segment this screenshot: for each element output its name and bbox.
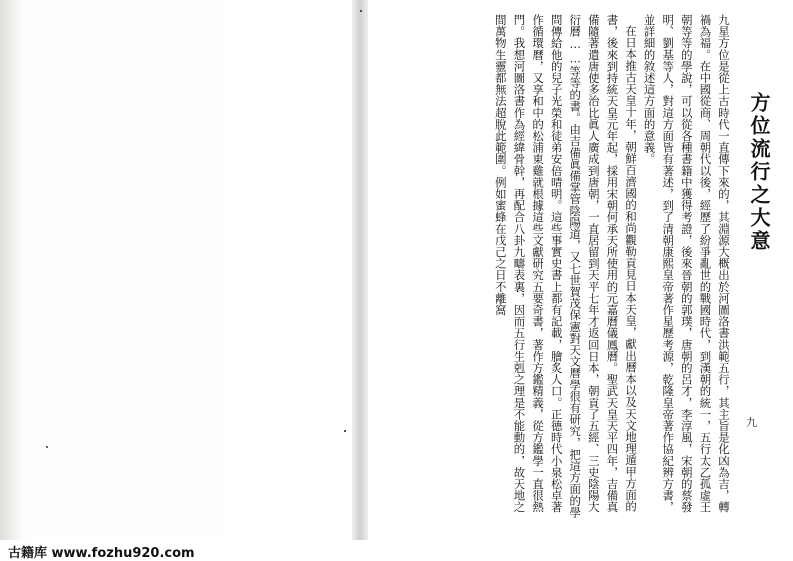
vertical-text-block	[376, 14, 771, 524]
chapter-title: 方位流行之大意	[747, 92, 771, 253]
site-watermark: 古籍库 www.fozhu920.com	[8, 546, 195, 561]
page-edge-shadow	[0, 0, 22, 540]
left-blank-page	[0, 0, 355, 540]
ink-speck	[344, 430, 346, 432]
paragraph-1: 九星方位是從上古時代一直傳下來的，其淵源大概出於河圖洛書洪範五行，其主旨是化凶為吉，轉禍為福。在中國從商、周朝代以後，經歷了紛爭亂世的戰國時代，到漢朝的統一，五行太乙孤虛王朝等等的學說，可以從各種書籍中獲得考證，後來晉朝的郭璞，唐朝的呂才，李淳風，宋朝的蔡發明、劉基等人，對這方面皆有著述，到了清朝康熙皇帝著作星歷考源，乾隆皇帝著作協紀辨方書，並詳細的敘述這方面的意義。	[642, 14, 731, 513]
right-text-page	[368, 0, 793, 540]
page-number: 九	[746, 416, 757, 429]
ink-speck	[360, 10, 362, 12]
book-gutter	[352, 0, 368, 540]
paragraph-2: 在日本推古天皇十年，朝鮮百濟國的和尚觀勒貢見日本天皇，獻出曆本以及天文地理遁甲方面的書，後來到持統天皇元年起，採用宋朝何承天所使用的元嘉曆儀鳳曆。聖武天皇天平四年，吉備真備隨著遣唐使多治比眞人廣成到唐朝，一直居留到天平七年才返回日本，朝貢了五經、三史陰陽大衍曆……等等的書。由吉備眞備掌管陰陽道，又七世賀茂保憲對天文曆學很有研究，把這方面的學問傳給他的兒子光榮和徒弟安倍晴明。這些事實史書上都有記載，膾炙人口。正德時代小泉松卓著作循環曆，又享和中的松浦東雞就根據這些文獻研究五要奇書，著作方鑑精義，從方鑑學一直很熱門。我想河圖洛書作為經緯骨幹，再配合八卦九疇表裏，因而五行生剋之理是不能動的，故天地之間萬物生靈都無法超脫此範圍。例如蜜蜂在戊己之日不離窩	[493, 14, 639, 518]
ink-speck	[46, 446, 48, 448]
